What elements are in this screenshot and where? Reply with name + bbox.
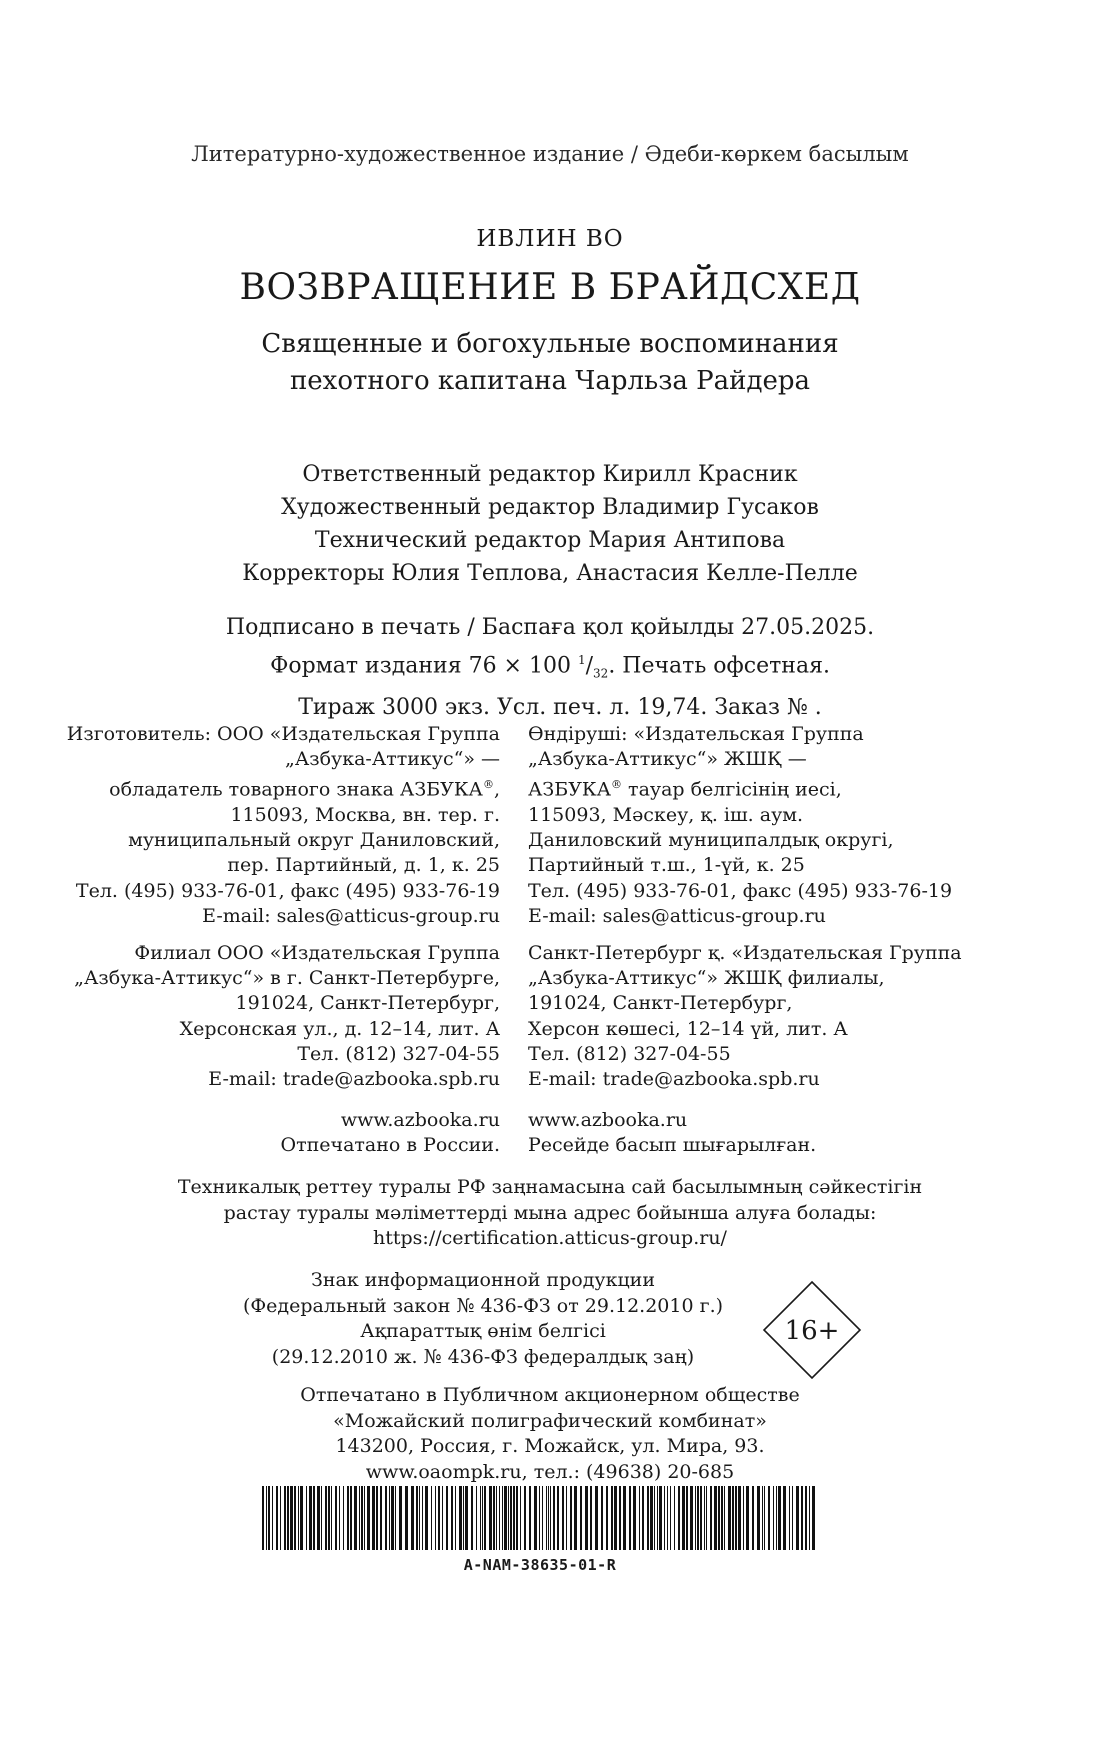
barcode-bar — [482, 1486, 483, 1550]
barcode-bar — [459, 1486, 462, 1550]
barcode-bar — [529, 1486, 531, 1550]
printer-contact: www.oaompk.ru, тел.: (49638) 20-685 — [365, 1460, 735, 1483]
barcode-bar — [359, 1486, 360, 1550]
barcode-bar — [489, 1486, 492, 1550]
print-info — [0, 611, 1100, 724]
info-sign-line: Знак информационной продукции — [310, 1269, 655, 1291]
printed-in-kz: Ресейде басып шығарылған. — [528, 1134, 817, 1157]
barcode-bar — [339, 1486, 340, 1550]
barcode-bar — [783, 1486, 786, 1550]
barcode-bar — [435, 1486, 436, 1550]
barcode-bar — [502, 1486, 503, 1550]
barcode-bar — [590, 1486, 592, 1550]
barcode-bar — [704, 1486, 705, 1550]
subtitle-line: Священные и богохульные воспоминания — [261, 329, 839, 359]
barcode-bar — [623, 1486, 626, 1550]
barcode-bar — [419, 1486, 420, 1550]
barcode-bar — [710, 1486, 712, 1550]
branch-kz-line: „Азбука-Аттикус“» ЖШҚ филиалы, — [528, 967, 885, 990]
barcode-bar — [451, 1486, 453, 1550]
barcode-bar — [516, 1486, 518, 1550]
branch-ru-line: Херсонская ул., д. 12–14, лит. А — [179, 1017, 500, 1040]
barcode-bar — [455, 1486, 456, 1550]
barcode-bar — [520, 1486, 521, 1550]
barcode-bar — [738, 1486, 741, 1550]
barcode-bar — [425, 1486, 428, 1550]
barcode-bar — [416, 1486, 418, 1550]
barcode-bar — [678, 1486, 680, 1550]
printer-line: Отпечатано в Публичном акционерном обществе — [300, 1384, 800, 1406]
barcode-bar — [411, 1486, 414, 1550]
branch-kz-line: Санкт-Петербург қ. «Издательская Группа — [528, 942, 962, 964]
branch-kz-email: E-mail: trade@azbooka.spb.ru — [528, 1068, 820, 1091]
barcode-bar — [792, 1486, 793, 1550]
barcode-bar — [796, 1486, 799, 1550]
barcode-bar — [306, 1486, 307, 1550]
barcode-bar — [805, 1486, 807, 1550]
barcode-bar — [350, 1486, 352, 1550]
barcode-bar — [431, 1486, 432, 1550]
info-sign-line: Ақпараттық өнім белгісі — [360, 1320, 606, 1342]
barcode-bar — [313, 1486, 315, 1550]
manufacturer-kz-line: 115093, Мәскеу, қ. іш. аум. — [528, 803, 804, 826]
barcode-bar — [328, 1486, 330, 1550]
barcode-bar — [647, 1486, 649, 1550]
print-run-line: Тираж 3000 экз. Усл. печ. л. 19,74. Заказ № . — [298, 694, 822, 720]
barcode-bar — [335, 1486, 337, 1550]
barcode-bar — [465, 1486, 468, 1550]
barcode-bar — [743, 1486, 744, 1550]
barcode-bar — [695, 1486, 696, 1550]
barcode-bar — [812, 1486, 815, 1550]
barcode-bar — [659, 1486, 662, 1550]
barcode-bar — [300, 1486, 303, 1550]
barcode-bar — [331, 1486, 332, 1550]
barcode-bar — [343, 1486, 344, 1550]
barcode-bar — [325, 1486, 327, 1550]
barcode-bar — [690, 1486, 693, 1550]
barcode-bar — [809, 1486, 810, 1550]
barcode-bar — [546, 1486, 547, 1550]
barcode-bar — [776, 1486, 777, 1550]
book-title: ВОЗВРАЩЕНИЕ В БРАЙДСХЕД — [239, 267, 861, 308]
barcode-bar — [706, 1486, 707, 1550]
barcode-bar — [801, 1486, 803, 1550]
format-denominator: 32 — [593, 666, 609, 681]
branch-kz-line: 191024, Санкт-Петербург, — [528, 992, 793, 1015]
barcode-bar — [380, 1486, 382, 1550]
barcode-bar — [724, 1486, 725, 1550]
barcode-bar — [667, 1486, 668, 1550]
barcode-bar — [367, 1486, 370, 1550]
barcode-bar — [438, 1486, 440, 1550]
manufacturer-ru-email: E-mail: sales@atticus-group.ru — [202, 904, 500, 927]
barcode-bar — [391, 1486, 394, 1550]
website-kz: www.azbooka.ru — [528, 1109, 688, 1131]
info-sign-line: (Федеральный закон № 436-ФЗ от 29.12.2010 г.) — [242, 1294, 724, 1317]
barcode-bar — [276, 1486, 278, 1550]
barcode-bar — [752, 1486, 754, 1550]
web-kz — [528, 1108, 988, 1158]
manufacturer-ru-line: „Азбука-Аттикус“» — — [285, 748, 500, 771]
credit-line: Технический редактор Мария Антипова — [314, 528, 786, 553]
barcode-bar — [476, 1486, 477, 1550]
barcode-bar — [595, 1486, 598, 1550]
branch-ru-line: „Азбука-Аттикус“» в г. Санкт-Петербурге, — [74, 967, 500, 990]
web-ru — [40, 1108, 500, 1158]
barcode-bar — [619, 1486, 621, 1550]
credit-line: Ответственный редактор Кирилл Красник — [302, 462, 798, 487]
barcode-bar — [298, 1486, 299, 1550]
barcode-bar — [762, 1486, 763, 1550]
manufacturer-ru-line: Изготовитель: ООО «Издательская Группа — [66, 723, 500, 745]
barcode-bar — [553, 1486, 555, 1550]
barcode-bar — [732, 1486, 734, 1550]
barcode-bar — [773, 1486, 774, 1550]
barcode-bar — [354, 1486, 357, 1550]
manufacturer-ru-line — [40, 772, 500, 803]
barcode-bar — [548, 1486, 549, 1550]
barcode-bar — [376, 1486, 378, 1550]
age-rating-badge — [762, 1280, 862, 1380]
manufacturer-kz-line: Өндіруші: «Издательская Группа — [528, 723, 864, 745]
age-rating-text: 16+ — [784, 1316, 840, 1346]
barcode-bar — [321, 1486, 322, 1550]
barcode-bar — [639, 1486, 640, 1550]
barcode-bar — [484, 1486, 486, 1550]
barcode-bar — [446, 1486, 448, 1550]
barcode-bar — [496, 1486, 497, 1550]
branch-ru — [40, 941, 500, 1092]
barcode-bar — [294, 1486, 296, 1550]
barcode-bar — [284, 1486, 286, 1550]
barcode-bar — [642, 1486, 644, 1550]
manufacturer-kz-phone: Тел. (495) 933-76-01, факс (495) 933-76-19 — [528, 879, 953, 902]
manufacturer-kz-line: Даниловский муниципалдық округі, — [528, 829, 894, 852]
barcode-bar — [580, 1486, 582, 1550]
barcode-bar — [317, 1486, 320, 1550]
barcode-bar — [480, 1486, 481, 1550]
manufacturer-ru-line: 115093, Москва, вн. тер. г. — [230, 803, 500, 826]
trademark-text: АЗБУКА — [528, 778, 612, 801]
barcode — [260, 1486, 820, 1550]
subtitle-line: пехотного капитана Чарльза Райдера — [289, 366, 811, 396]
barcode-bar — [674, 1486, 675, 1550]
tech-regulation-line: растау туралы мәліметтерді мына адрес бойынша алуға болады: — [223, 1201, 877, 1224]
barcode-bar — [508, 1486, 509, 1550]
barcode-bar — [463, 1486, 464, 1550]
barcode-bar — [697, 1486, 699, 1550]
format-prefix: Формат издания 76 × 100 — [270, 653, 578, 679]
manufacturer-ru — [40, 722, 500, 929]
registered-mark: ® — [482, 778, 494, 792]
barcode-bar — [601, 1486, 603, 1550]
barcode-bar — [442, 1486, 443, 1550]
barcode-bar — [757, 1486, 760, 1550]
credit-line: Корректоры Юлия Теплова, Анастасия Келле-Пелле — [242, 561, 858, 586]
certification-url: https://certification.atticus-group.ru/ — [373, 1227, 727, 1249]
barcode-bar — [524, 1486, 526, 1550]
barcode-bar — [606, 1486, 608, 1550]
barcode-bar — [493, 1486, 495, 1550]
branch-ru-phone: Тел. (812) 327-04-55 — [297, 1042, 500, 1065]
tech-regulation-line: Техникалық реттеу туралы РФ заңнамасына сай басылымның сәйкестігін — [177, 1176, 923, 1198]
barcode-bar — [504, 1486, 507, 1550]
book-subtitle — [0, 326, 1100, 400]
barcode-bar — [721, 1486, 723, 1550]
printer-info — [0, 1383, 1100, 1485]
barcode-bar — [385, 1486, 387, 1550]
info-sign-line: (29.12.2010 ж. № 436-ФЗ федералдық заң) — [271, 1345, 695, 1368]
manufacturer-ru-phone: Тел. (495) 933-76-01, факс (495) 933-76-19 — [75, 879, 500, 902]
barcode-bar — [539, 1486, 540, 1550]
barcode-bar — [405, 1486, 408, 1550]
barcode-bar — [633, 1486, 636, 1550]
manufacturer-kz-line: „Азбука-Аттикус“» ЖШҚ — — [528, 748, 807, 771]
manufacturer-kz-line — [528, 772, 988, 803]
barcode-bar — [557, 1486, 559, 1550]
barcode-bar — [650, 1486, 653, 1550]
manufacturer-kz — [528, 722, 988, 929]
website-ru: www.azbooka.ru — [340, 1109, 500, 1131]
barcode-bar — [764, 1486, 765, 1550]
manufacturer-ru-line: муниципальный округ Даниловский, — [128, 829, 500, 852]
barcode-bar — [585, 1486, 588, 1550]
genre-line: Литературно-художественное издание / Әдеби-көркем басылым — [191, 142, 909, 166]
barcode-bar — [372, 1486, 375, 1550]
barcode-bar — [268, 1486, 270, 1550]
barcode-bar — [422, 1486, 423, 1550]
printer-line: 143200, Россия, г. Можайск, ул. Мира, 93. — [335, 1435, 765, 1457]
format-numerator: 1 — [577, 653, 586, 667]
barcode-bar — [499, 1486, 500, 1550]
barcode-bar — [389, 1486, 390, 1550]
barcode-bar — [566, 1486, 567, 1550]
barcode-bar — [309, 1486, 312, 1550]
trademark-tail: тауар белгісінің иесі, — [622, 778, 842, 801]
barcode-bar — [562, 1486, 564, 1550]
registered-mark: ® — [611, 778, 623, 792]
printer-line: «Можайский полиграфический комбинат» — [333, 1409, 767, 1432]
barcode-bar — [768, 1486, 770, 1550]
barcode-bar — [399, 1486, 402, 1550]
format-line — [0, 644, 1100, 691]
branch-kz-line: Херсон көшесі, 12–14 үй, лит. А — [528, 1017, 848, 1040]
barcode-bar — [686, 1486, 688, 1550]
barcode-bar — [778, 1486, 781, 1550]
manufacturer-kz-line: Партийный т.ш., 1-үй, к. 25 — [528, 854, 805, 877]
manufacturer-kz-email: E-mail: sales@atticus-group.ru — [528, 904, 826, 927]
barcode-bar — [471, 1486, 473, 1550]
barcode-bar — [611, 1486, 613, 1550]
barcode-bar — [574, 1486, 577, 1550]
barcode-bar — [364, 1486, 365, 1550]
barcode-bar — [629, 1486, 631, 1550]
barcode-bar — [347, 1486, 349, 1550]
barcode-bar — [361, 1486, 363, 1550]
barcode-bar — [395, 1486, 396, 1550]
info-product-sign — [220, 1268, 746, 1370]
tech-regulation-notice — [0, 1175, 1100, 1252]
barcode-bar — [657, 1486, 658, 1550]
barcode-bar — [614, 1486, 617, 1550]
format-slash: / — [585, 653, 594, 679]
branch-kz — [528, 941, 988, 1092]
barcode-bar — [728, 1486, 731, 1550]
branch-ru-line: 191024, Санкт-Петербург, — [235, 992, 500, 1015]
barcode-bar — [714, 1486, 717, 1550]
trademark-text: обладатель товарного знака АЗБУКА — [109, 778, 483, 801]
barcode-bar — [510, 1486, 512, 1550]
barcode-bar — [280, 1486, 281, 1550]
trademark-tail: , — [493, 778, 500, 801]
barcode-bar — [682, 1486, 685, 1550]
author-name: ИВЛИН ВО — [476, 226, 624, 252]
barcode-label: A-NAM-38635-01-R — [463, 1556, 617, 1574]
credit-line: Художественный редактор Владимир Гусаков — [281, 495, 819, 520]
barcode-bar — [290, 1486, 293, 1550]
barcode-bar — [735, 1486, 737, 1550]
barcode-bar — [570, 1486, 572, 1550]
barcode-bar — [718, 1486, 720, 1550]
barcode-bar — [534, 1486, 537, 1550]
printed-in-ru: Отпечатано в России. — [280, 1134, 500, 1157]
barcode-bar — [664, 1486, 665, 1550]
barcode-bar — [700, 1486, 702, 1550]
barcode-bar — [513, 1486, 515, 1550]
barcode-bar — [542, 1486, 543, 1550]
barcode-bar — [789, 1486, 790, 1550]
branch-kz-phone: Тел. (812) 327-04-55 — [528, 1042, 731, 1065]
barcode-bar — [550, 1486, 551, 1550]
barcode-bar — [287, 1486, 289, 1550]
barcode-bar — [266, 1486, 267, 1550]
barcode-bar — [262, 1486, 264, 1550]
barcode-bar — [670, 1486, 671, 1550]
signed-date: Подписано в печать / Баспаға қол қойылды 27.05.2025. — [225, 615, 875, 640]
editorial-credits — [0, 458, 1100, 590]
format-suffix: . Печать офсетная. — [608, 653, 830, 679]
branch-ru-line: Филиал ООО «Издательская Группа — [134, 942, 500, 964]
barcode-bar — [654, 1486, 655, 1550]
barcode-bar — [272, 1486, 273, 1550]
barcode-bar — [746, 1486, 749, 1550]
branch-ru-email: E-mail: trade@azbooka.spb.ru — [208, 1068, 500, 1091]
manufacturer-ru-line: пер. Партийный, д. 1, к. 25 — [227, 854, 500, 877]
